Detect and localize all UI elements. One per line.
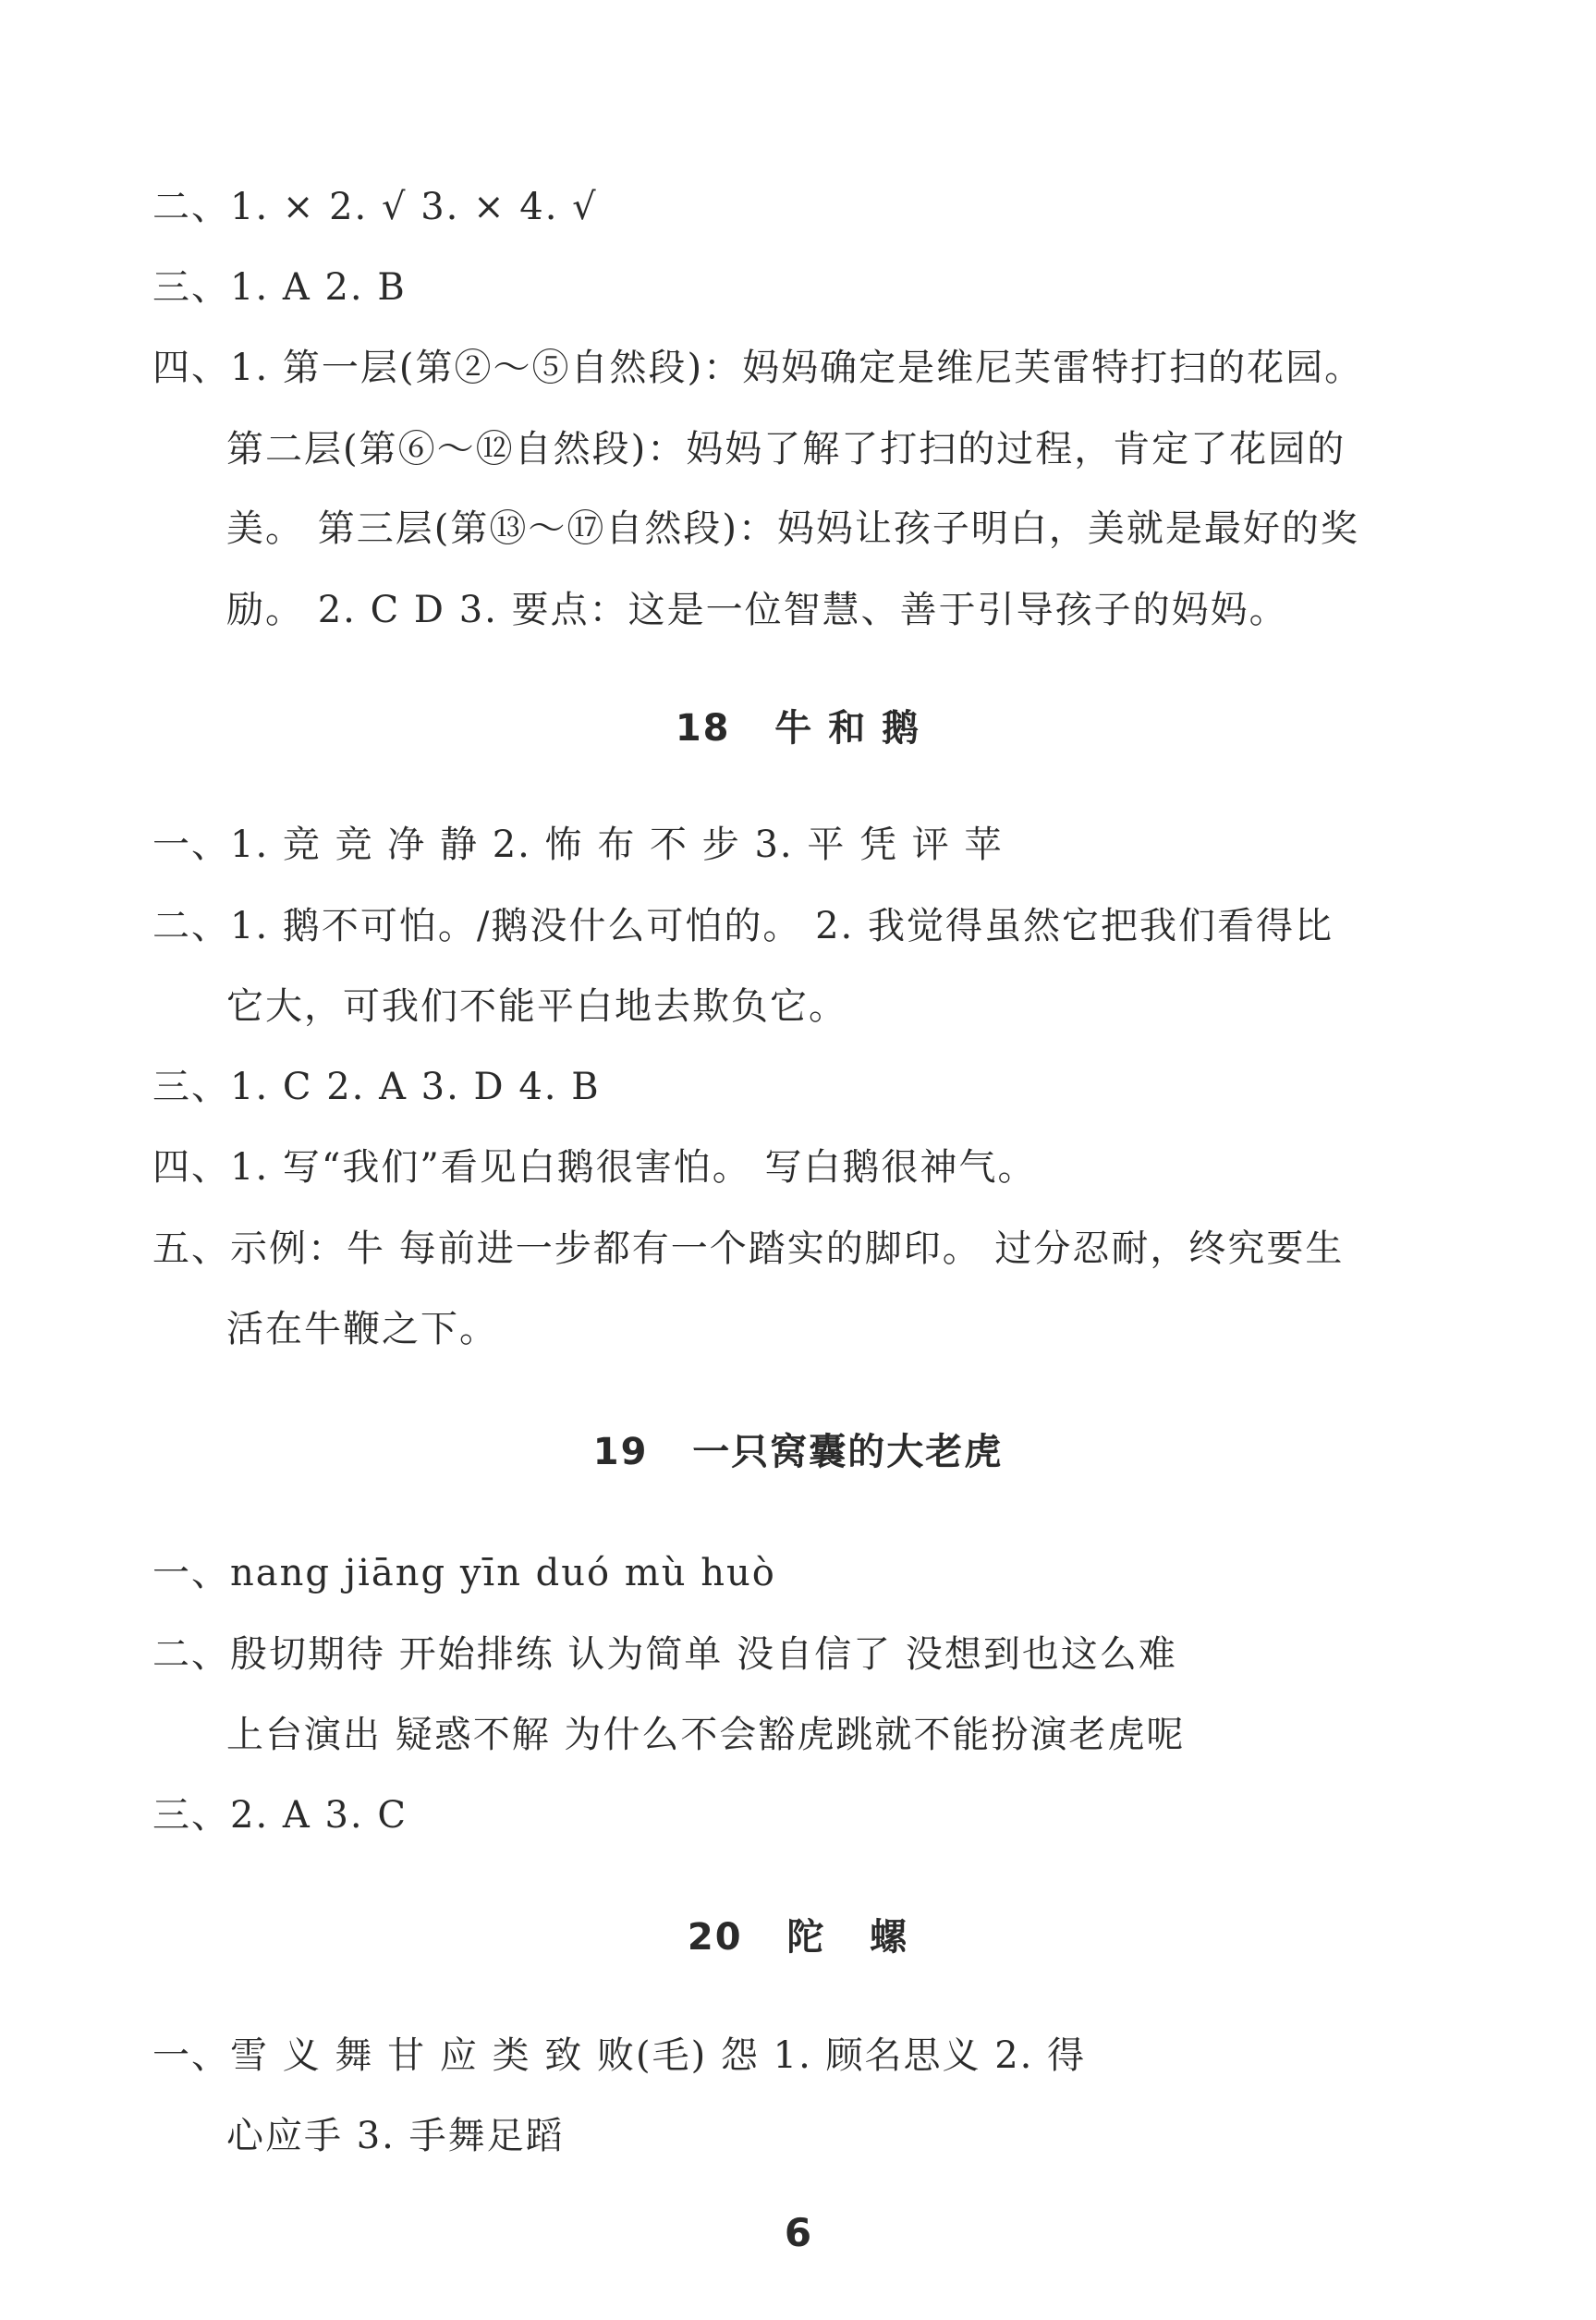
answer-line-i-19: 一、nang jiāng yīn duó mù huò (152, 1552, 776, 1594)
answer-line-i-20-b: 心应手 3. 手舞足蹈 (226, 2115, 565, 2157)
lesson-heading-18: 18 牛 和 鹅 (675, 707, 921, 750)
answer-line-iv-17-d: 励。 2. C D 3. 要点：这是一位智慧、善于引导孩子的妈妈。 (226, 589, 1288, 631)
answer-line-ii-18-a: 二、1. 鹅不可怕。/鹅没什么可怕的。 2. 我觉得虽然它把我们看得比 (152, 905, 1334, 947)
answer-line-iii-17: 三、1. A 2. B (152, 266, 407, 309)
answer-line-i-20-a: 一、雪 义 舞 甘 应 类 致 败(毛) 怨 1. 顾名思义 2. 得 (152, 2034, 1087, 2077)
answer-line-iv-18: 四、1. 写“我们”看见白鹅很害怕。 写白鹅很神气。 (152, 1146, 1037, 1189)
answer-line-ii-18-b: 它大，可我们不能平白地去欺负它。 (226, 985, 847, 1028)
answer-line-i-18: 一、1. 竞 竞 净 静 2. 怖 布 不 步 3. 平 凭 评 苹 (152, 824, 1004, 866)
answer-line-ii-17: 二、1. × 2. √ 3. × 4. √ (152, 186, 598, 228)
answer-line-iii-19: 三、2. A 3. C (152, 1794, 408, 1837)
answer-line-v-18-b: 活在牛鞭之下。 (226, 1308, 498, 1350)
page-number: 6 (784, 2210, 812, 2255)
answer-line-ii-19-b: 上台演出 疑惑不解 为什么不会豁虎跳就不能扮演老虎呢 (226, 1714, 1186, 1756)
answer-line-iii-18: 三、1. C 2. A 3. D 4. B (152, 1066, 601, 1108)
answer-line-iv-17-c: 美。 第三层(第⑬～⑰自然段)：妈妈让孩子明白，美就是最好的奖 (226, 507, 1359, 550)
lesson-heading-20: 20 陀 螺 (687, 1916, 909, 1959)
answer-line-iv-17-a: 四、1. 第一层(第②～⑤自然段)：妈妈确定是维尼芙雷特打扫的花园。 (152, 347, 1364, 389)
answer-line-ii-19-a: 二、殷切期待 开始排练 认为简单 没自信了 没想到也这么难 (152, 1633, 1177, 1676)
answer-line-v-18-a: 五、示例：牛 每前进一步都有一个踏实的脚印。 过分忍耐，终究要生 (152, 1227, 1345, 1270)
lesson-heading-19: 19 一只窝囊的大老虎 (592, 1431, 1004, 1473)
answer-line-iv-17-b: 第二层(第⑥～⑫自然段)：妈妈了解了打扫的过程，肯定了花园的 (226, 428, 1346, 470)
